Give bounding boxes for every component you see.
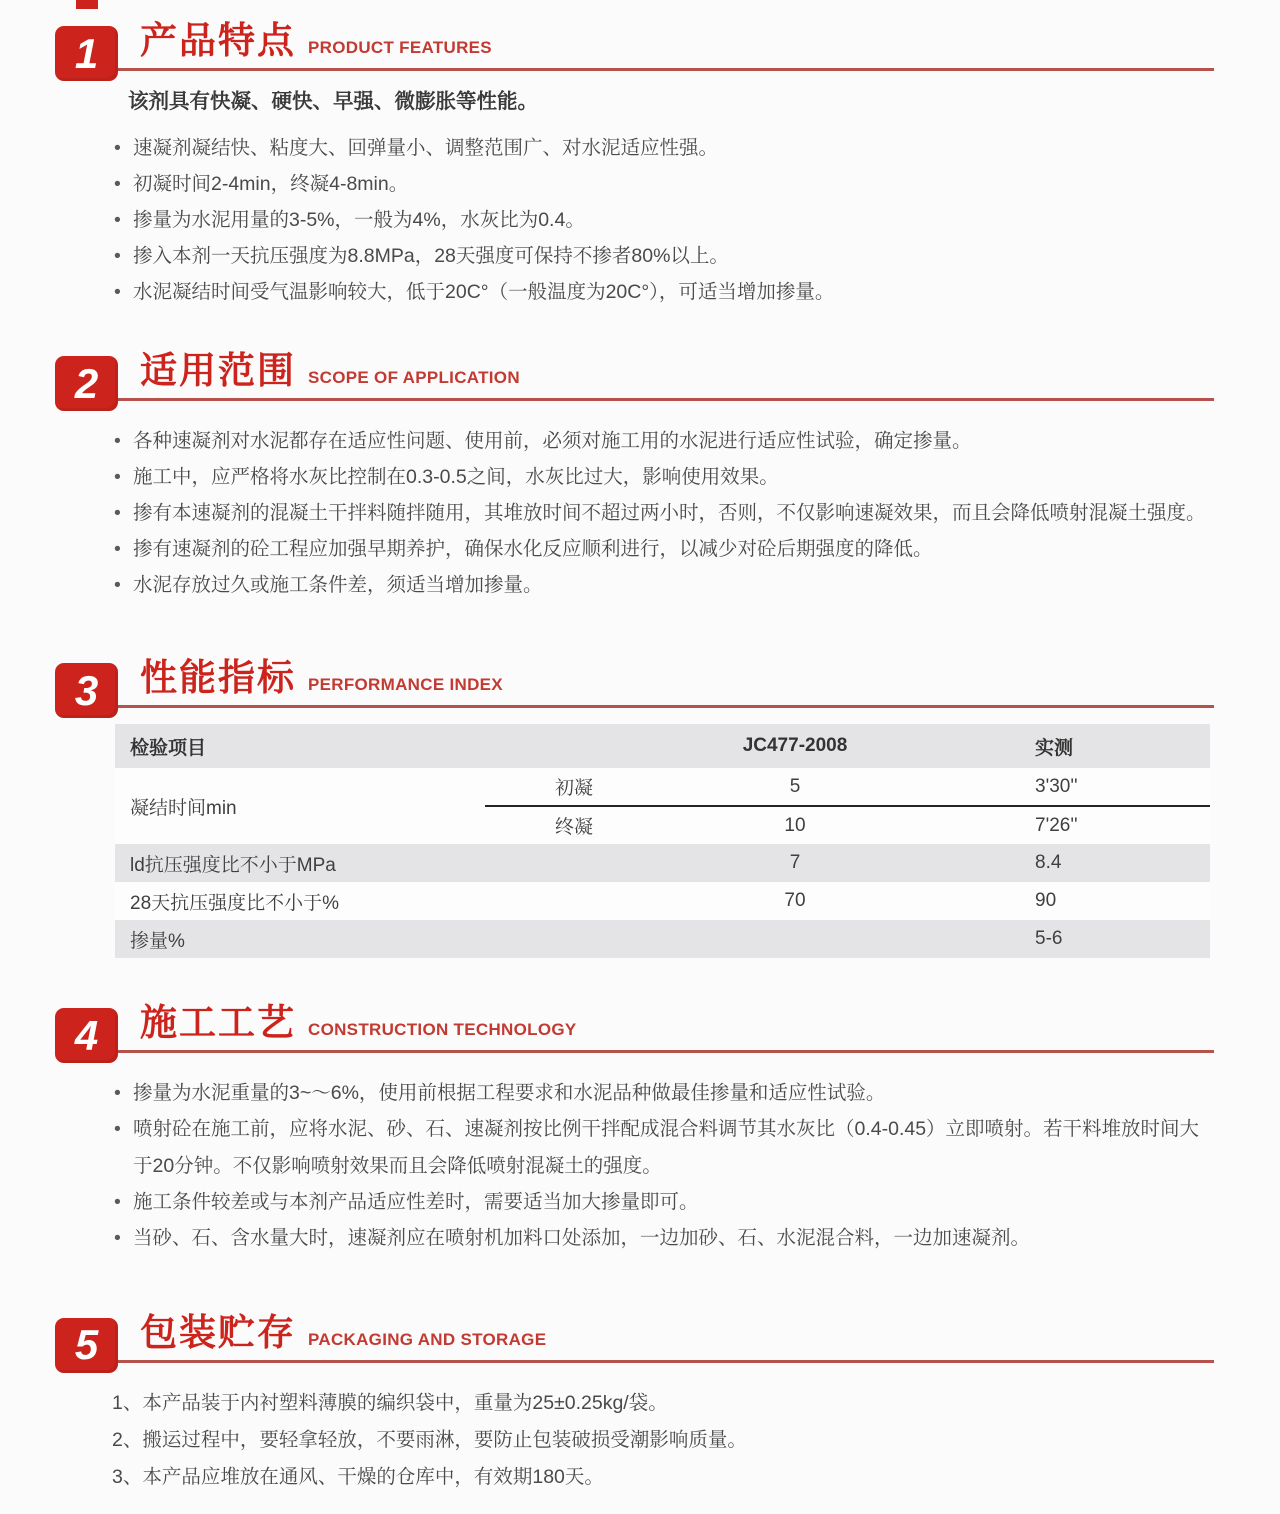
section-intro: 该剂具有快凝、硬快、早强、微膨胀等性能。: [128, 90, 538, 113]
row-label-setting-time: 凝结时间min: [115, 768, 485, 844]
section-titles: [118, 352, 520, 398]
section-title-en: PACKAGING AND STORAGE: [308, 1329, 547, 1349]
section-titles: [118, 1004, 577, 1050]
section-title-zh: 包装贮存: [140, 1311, 296, 1353]
section-titles: [118, 659, 503, 705]
table-row: [115, 768, 1210, 806]
list-item: • 初凝时间2-4min，终凝4-8min。: [112, 166, 1214, 202]
list-item: • 当砂、石、含水量大时，速凝剂应在喷射机加料口处添加，一边加砂、石、水泥混合料，一边加速凝剂。: [112, 1220, 1214, 1256]
section-number-badge: [55, 663, 118, 718]
bullet-list: [112, 1075, 1214, 1255]
cell-measured-value: 8.4: [905, 844, 1210, 882]
section-construction-technology: [0, 1004, 1280, 1255]
cell-sub-label: 初凝: [485, 768, 685, 806]
section-scope-of-application: [0, 352, 1280, 603]
section-number: 2: [74, 359, 99, 407]
list-item: • 水泥存放过久或施工条件差，须适当增加掺量。: [112, 567, 1214, 603]
list-item: • 施工条件较差或与本剂产品适应性差时，需要适当加大掺量即可。: [112, 1184, 1214, 1220]
section-title-en: PERFORMANCE INDEX: [308, 675, 503, 695]
cell-measured-value: 7'26'': [905, 806, 1210, 844]
section-title-en: CONSTRUCTION TECHNOLOGY: [308, 1020, 577, 1040]
bullet-list: [112, 423, 1214, 603]
cell-measured-value: 5-6: [905, 920, 1210, 958]
section-number: 5: [74, 1321, 99, 1369]
cell-standard-value: 5: [685, 768, 905, 806]
section-number-badge: [55, 356, 118, 411]
section-number: 3: [74, 666, 99, 714]
section-header: [55, 1002, 1214, 1059]
section-header: [55, 20, 1214, 77]
list-item: • 速凝剂凝结快、粘度大、回弹量小、调整范围广、对水泥适应性强。: [112, 130, 1214, 166]
performance-table: [115, 724, 1210, 958]
row-label: 掺量%: [115, 920, 685, 958]
cell-standard-value: [685, 920, 905, 958]
section-header: [55, 350, 1214, 407]
section-titles: [118, 22, 492, 68]
section-product-features: [0, 22, 1280, 310]
cell-measured-value: 90: [905, 882, 1210, 920]
section-packaging-storage: [0, 1311, 1280, 1496]
section-number-badge: [55, 1318, 118, 1373]
section-title-zh: 适用范围: [140, 350, 296, 392]
section-title-en: SCOPE OF APPLICATION: [308, 368, 520, 388]
section-number: 1: [74, 29, 99, 77]
list-item: • 掺入本剂一天抗压强度为8.8MPa，28天强度可保持不掺者80%以上。: [112, 238, 1214, 274]
section-title-zh: 施工工艺: [140, 1002, 296, 1044]
section-title-zh: 产品特点: [140, 20, 296, 61]
bullet-list: [112, 130, 1214, 310]
list-item: • 掺有本速凝剂的混凝土干拌料随拌随用，其堆放时间不超过两小时，否则，不仅影响速凝效果，而且会降低喷射混凝土强度。: [112, 495, 1214, 531]
column-header-item: 检验项目: [115, 724, 485, 768]
cell-standard-value: 10: [685, 806, 905, 844]
list-item: • 施工中，应严格将水灰比控制在0.3-0.5之间，水灰比过大，影响使用效果。: [112, 459, 1214, 495]
numbered-list: [112, 1385, 1214, 1496]
column-header-measured: 实测: [905, 724, 1210, 768]
list-item: • 掺量为水泥重量的3~～6%，使用前根据工程要求和水泥品种做最佳掺量和适应性试验。: [112, 1075, 1214, 1111]
list-item: • 掺有速凝剂的砼工程应加强早期养护，确保水化反应顺利进行，以减少对砼后期强度的降低。: [112, 531, 1214, 567]
row-label: 28天抗压强度比不小于%: [115, 882, 685, 920]
cell-sub-label: 终凝: [485, 806, 685, 844]
section-number-badge: [55, 1008, 118, 1063]
row-label: ld抗压强度比不小于MPa: [115, 844, 685, 882]
section-title-zh: 性能指标: [140, 657, 296, 699]
column-header-standard: JC477-2008: [685, 724, 905, 768]
section-titles: [118, 1311, 547, 1360]
list-item: • 水泥凝结时间受气温影响较大，低于20C°（一般温度为20C°），可适当增加掺量。: [112, 274, 1214, 310]
list-item: • 掺量为水泥用量的3-5%，一般为4%，水灰比为0.4。: [112, 202, 1214, 238]
page-edge-mark: [76, 0, 98, 9]
section-header: [55, 1311, 1214, 1369]
cell-measured-value: 3'30'': [905, 768, 1210, 806]
table-row: [115, 920, 1210, 958]
list-item: • 各种速凝剂对水泥都存在适应性问题、使用前，必须对施工用的水泥进行适应性试验，确定掺量。: [112, 423, 1214, 459]
list-item: • 喷射砼在施工前，应将水泥、砂、石、速凝剂按比例干拌配成混合料调节其水灰比（0.4-0.45）立即喷射。若干料堆放时间大于20分钟。不仅影响喷射效果而且会降低喷射混凝土的强度。: [112, 1111, 1214, 1183]
section-performance-index: [0, 659, 1280, 958]
list-item: 2、搬运过程中，要轻拿轻放，不要雨淋，要防止包装破损受潮影响质量。: [112, 1428, 747, 1451]
cell-standard-value: 7: [685, 844, 905, 882]
table-row: [115, 844, 1210, 882]
list-item: 1、本产品装于内衬塑料薄膜的编织袋中，重量为25±0.25kg/袋。: [112, 1391, 668, 1414]
section-number-badge: [55, 26, 118, 81]
table-header-row: [115, 724, 1210, 768]
section-title-en: PRODUCT FEATURES: [308, 38, 492, 57]
list-item: 3、本产品应堆放在通风、干燥的仓库中，有效期180天。: [112, 1465, 604, 1488]
cell-standard-value: 70: [685, 882, 905, 920]
section-number: 4: [74, 1011, 99, 1059]
section-header: [55, 657, 1214, 714]
table-row: [115, 882, 1210, 920]
